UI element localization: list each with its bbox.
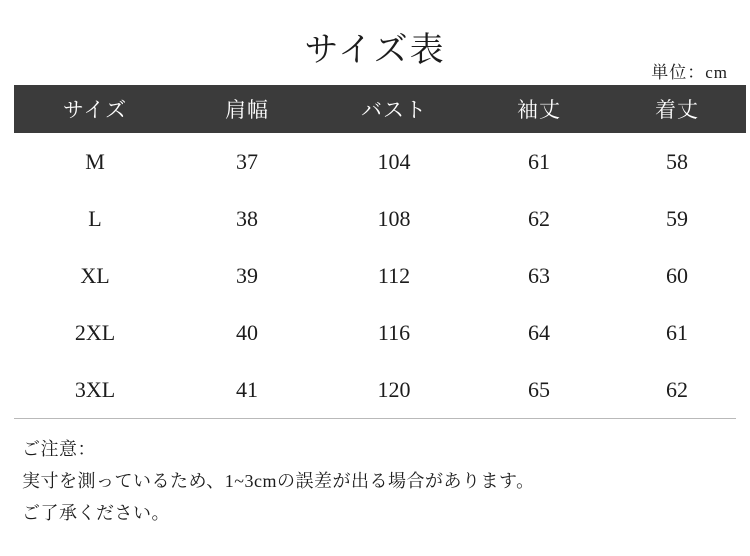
cell-shoulder: 37 xyxy=(176,133,318,190)
column-header-shoulder: 肩幅 xyxy=(176,85,318,133)
notes-line-measurement: 実寸を測っているため、1~3cmの誤差が出る場合があります。 xyxy=(22,471,535,492)
cell-bust: 108 xyxy=(318,190,470,247)
table-body xyxy=(14,133,746,418)
page-title: サイズ表 xyxy=(304,32,446,69)
cell-shoulder: 41 xyxy=(176,361,318,418)
cell-shoulder: 39 xyxy=(176,247,318,304)
notes-section xyxy=(0,419,750,529)
table-row xyxy=(14,133,746,190)
unit-label: 単位：cm xyxy=(651,63,728,82)
table-row xyxy=(14,247,746,304)
table-row xyxy=(14,190,746,247)
cell-size: 3XL xyxy=(14,361,176,418)
notes-heading: ご注意： xyxy=(22,439,96,459)
cell-length: 62 xyxy=(608,361,746,418)
table-row xyxy=(14,304,746,361)
cell-bust: 120 xyxy=(318,361,470,418)
cell-sleeve: 62 xyxy=(470,190,608,247)
column-header-length: 着丈 xyxy=(608,85,746,133)
size-table xyxy=(14,85,746,418)
cell-shoulder: 38 xyxy=(176,190,318,247)
notes-line-acknowledgement: ご了承ください。 xyxy=(22,503,170,524)
table-header xyxy=(14,85,746,133)
cell-size: 2XL xyxy=(14,304,176,361)
cell-length: 58 xyxy=(608,133,746,190)
cell-size: L xyxy=(14,190,176,247)
cell-length: 60 xyxy=(608,247,746,304)
cell-bust: 112 xyxy=(318,247,470,304)
cell-shoulder: 40 xyxy=(176,304,318,361)
cell-size: M xyxy=(14,133,176,190)
column-header-size: サイズ xyxy=(14,85,176,133)
cell-length: 61 xyxy=(608,304,746,361)
cell-sleeve: 63 xyxy=(470,247,608,304)
size-table-container xyxy=(0,85,750,418)
cell-bust: 116 xyxy=(318,304,470,361)
cell-size: XL xyxy=(14,247,176,304)
cell-sleeve: 61 xyxy=(470,133,608,190)
cell-sleeve: 64 xyxy=(470,304,608,361)
cell-length: 59 xyxy=(608,190,746,247)
cell-sleeve: 65 xyxy=(470,361,608,418)
table-header-row xyxy=(14,85,746,133)
table-row xyxy=(14,361,746,418)
column-header-sleeve: 袖丈 xyxy=(470,85,608,133)
column-header-bust: バスト xyxy=(318,85,470,133)
cell-bust: 104 xyxy=(318,133,470,190)
